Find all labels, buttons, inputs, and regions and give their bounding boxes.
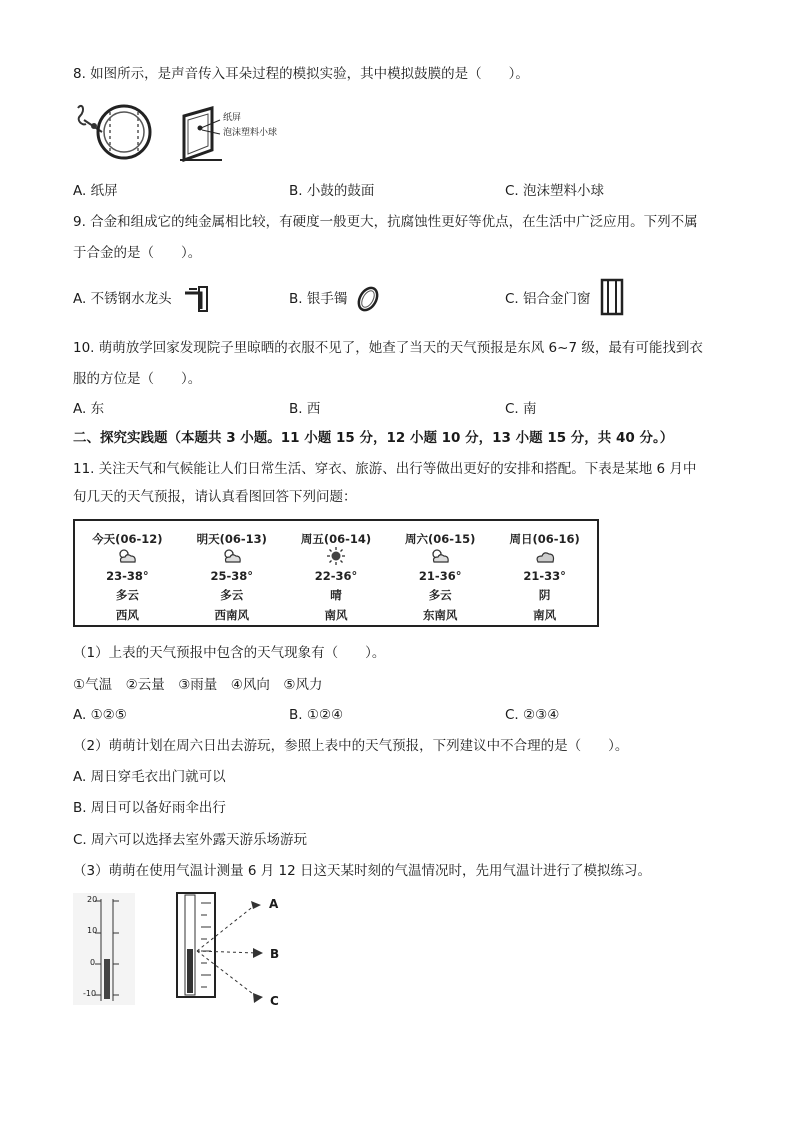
q11-stem-line1: 11. 关注天气和气候能让人们日常生活、穿衣、旅游、出行等做出更好的安排和搭配。下表是某地 6 月中 (73, 461, 697, 477)
bracelet-icon (355, 285, 381, 313)
section2-title: 二、探究实践题（本题共 3 小题。11 小题 15 分，12 小题 10 分，13 小题 15 分，共 40 分。） (73, 430, 674, 446)
q10-stem-line1: 10. 萌萌放学回家发现院子里晾晒的衣服不见了，她查了当天的天气预报是东风 6~7 级，最有可能找到衣 (73, 340, 703, 356)
q10-option-a[interactable]: A. 东 (73, 401, 105, 417)
eye-label-b: B (270, 947, 280, 961)
faucet-icon (183, 285, 211, 313)
scale-label-20: 20 (87, 895, 98, 904)
forecast-day-3 (284, 520, 388, 626)
label-paper-screen: 纸屏 (223, 113, 242, 123)
q11-sub1-stem: （1）上表的天气预报中包含的天气现象有（ ）。 (73, 645, 386, 661)
q11-sub2-stem: （2）萌萌计划在周六日出去游玩，参照上表中的天气预报，下列建议中不合理的是（ ）。 (73, 738, 629, 754)
q11-sub2-option-b[interactable]: B. 周日可以备好雨伞出行 (73, 800, 226, 816)
partly-cloudy-icon (429, 547, 451, 565)
window-frame-icon (599, 278, 625, 316)
q11-sub3-stem: （3）萌萌在使用气温计测量 6 月 12 日这天某时刻的气温情况时，先用气温计进行了模拟练习。 (73, 863, 652, 879)
forecast-wind: 西风 (115, 608, 139, 622)
q11-sub1-items: ①气温 ②云量 ③雨量 ④风向 ⑤风力 (73, 677, 323, 693)
forecast-temp: 21-36° (418, 569, 462, 583)
eye-label-c: C (270, 994, 279, 1008)
q10-option-c[interactable]: C. 南 (505, 401, 537, 417)
q9-stem-line1: 9. 合金和组成它的纯金属相比较，有硬度一般更大，抗腐蚀性更好等优点，在生活中广泛应用。下列不属 (73, 214, 698, 230)
q10-stem-line2: 服的方位是（ ）。 (73, 371, 202, 387)
q9-option-c[interactable]: C. 铝合金门窗 (505, 291, 591, 307)
q8-stem: 8. 如图所示，是声音传入耳朵过程的模拟实验，其中模拟鼓膜的是（ ）。 (73, 66, 529, 82)
q11-sub1-option-c[interactable]: C. ②③④ (505, 707, 560, 723)
forecast-day-2 (180, 520, 284, 626)
forecast-condition: 多云 (220, 588, 244, 602)
forecast-day-5 (492, 520, 598, 626)
forecast-wind: 西南风 (214, 608, 250, 622)
q8-option-a[interactable]: A. 纸屏 (73, 183, 118, 199)
forecast-wind: 东南风 (422, 608, 458, 622)
eye-label-a: A (269, 897, 279, 911)
forecast-condition: 多云 (115, 588, 139, 602)
q8-option-c[interactable]: C. 泡沫塑料小球 (505, 183, 605, 199)
sunny-icon (325, 547, 347, 565)
forecast-wind: 南风 (324, 608, 348, 622)
weather-forecast-table (73, 519, 599, 627)
forecast-day-4 (388, 520, 492, 626)
q9-option-b[interactable]: B. 银手镯 (289, 291, 348, 307)
forecast-temp: 21-33° (523, 569, 566, 583)
partly-cloudy-icon (116, 547, 138, 565)
q11-sub2-option-c[interactable]: C. 周六可以选择去室外露天游乐场游玩 (73, 832, 308, 848)
forecast-date: 明天(06-13) (196, 532, 267, 546)
forecast-wind: 南风 (533, 608, 557, 622)
forecast-date: 周五(06-14) (300, 532, 372, 546)
q9-stem-line2: 于合金的是（ ）。 (73, 245, 202, 261)
partly-cloudy-icon (221, 547, 243, 565)
overcast-icon (534, 547, 556, 565)
forecast-day-1 (74, 520, 180, 626)
forecast-condition: 多云 (428, 588, 452, 602)
forecast-condition: 晴 (330, 588, 342, 602)
scale-label-neg10: -10 (83, 989, 97, 998)
q11-sub2-option-a[interactable]: A. 周日穿毛衣出门就可以 (73, 769, 226, 785)
forecast-date: 今天(06-12) (92, 532, 163, 546)
q10-option-b[interactable]: B. 西 (289, 401, 321, 417)
q8-option-b[interactable]: B. 小鼓的鼓面 (289, 183, 375, 199)
scale-label-0: 0 (90, 958, 96, 967)
forecast-temp: 25-38° (210, 569, 254, 583)
forecast-temp: 23-38° (106, 569, 149, 583)
forecast-date: 周六(06-15) (405, 532, 476, 546)
forecast-temp: 22-36° (314, 569, 358, 583)
label-foam-ball: 泡沫塑料小球 (223, 128, 278, 138)
q11-stem-line2: 旬几天的天气预报，请认真看图回答下列问题： (73, 489, 357, 505)
q11-sub1-option-a[interactable]: A. ①②⑤ (73, 707, 127, 723)
scale-label-10: 10 (87, 926, 98, 935)
q11-sub1-option-b[interactable]: B. ①②④ (289, 707, 344, 723)
q9-option-a[interactable]: A. 不锈钢水龙头 (73, 291, 172, 307)
forecast-condition: 阴 (538, 588, 551, 602)
forecast-date: 周日(06-16) (509, 532, 580, 546)
